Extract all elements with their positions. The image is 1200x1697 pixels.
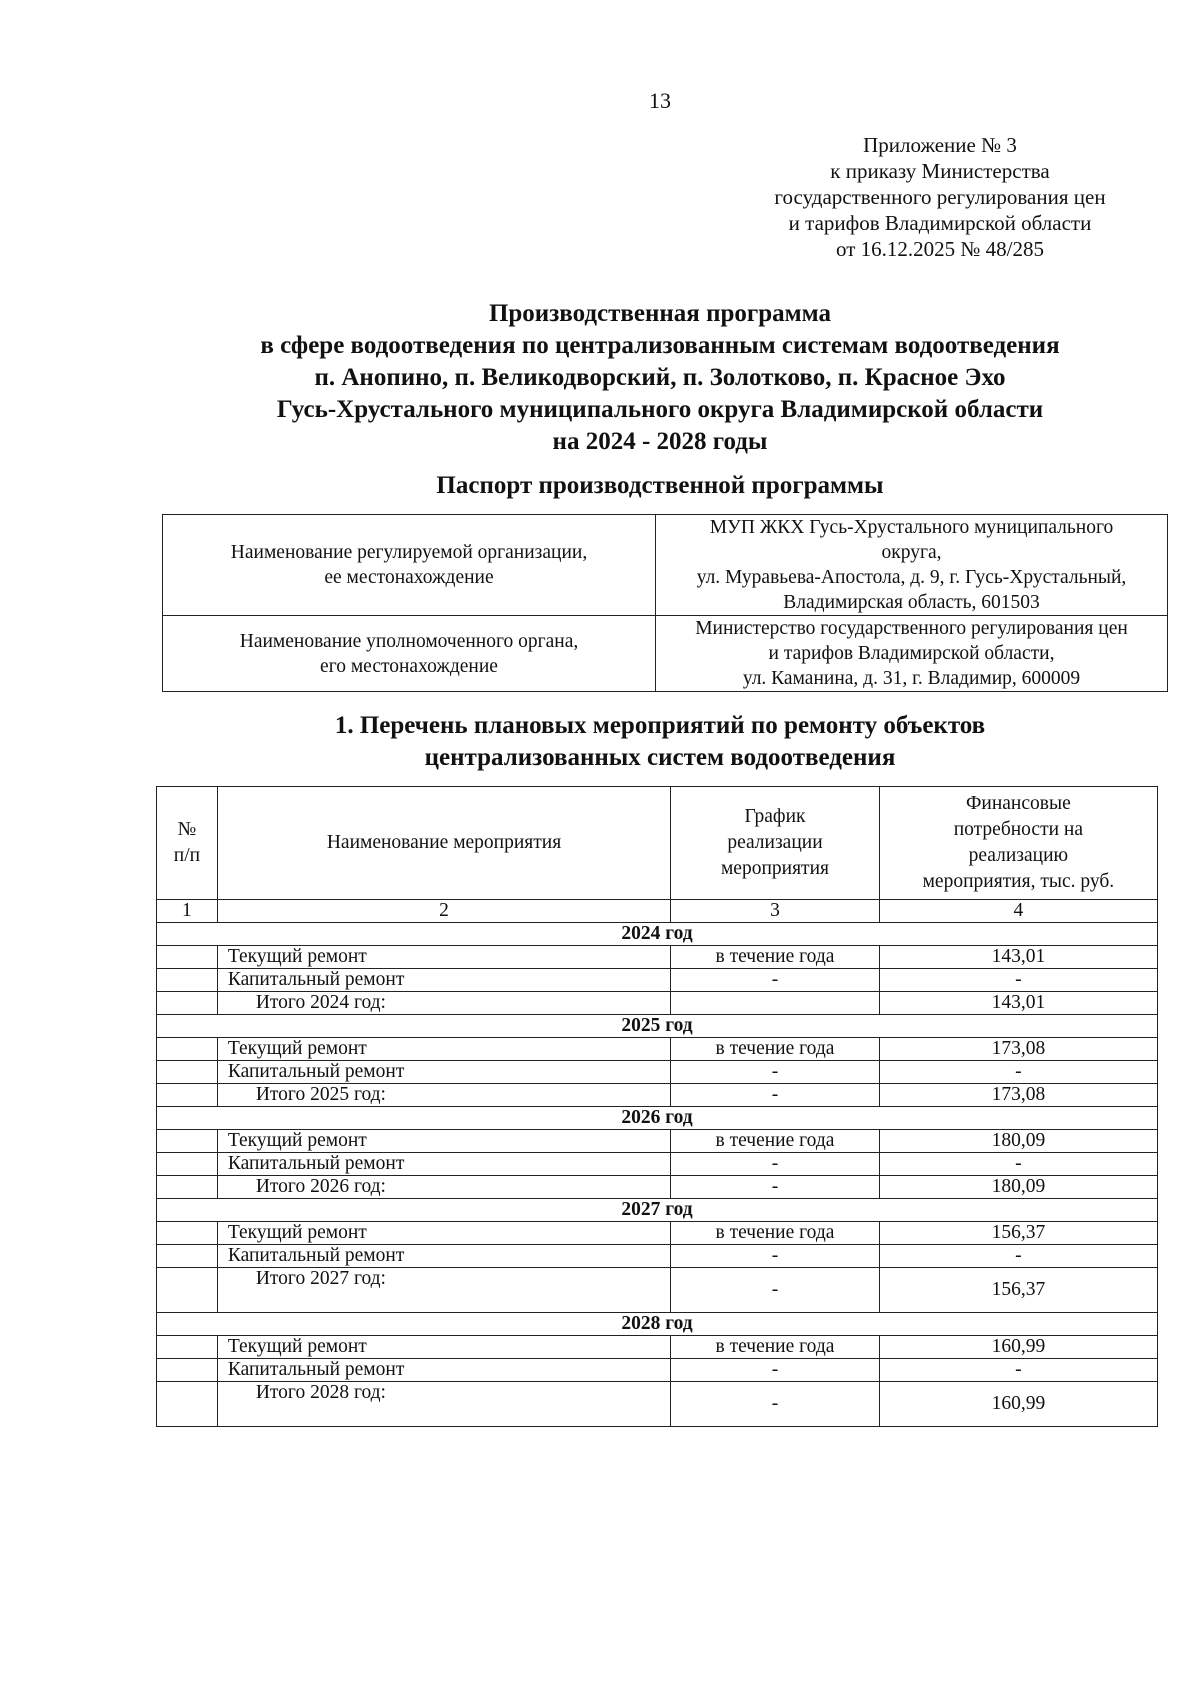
table-row [157, 1130, 1158, 1153]
table-row [157, 1359, 1158, 1382]
table-row [157, 1222, 1158, 1245]
cell-name: Капитальный ремонт [217, 1061, 670, 1084]
appendix-block [740, 132, 1140, 262]
column-number: 2 [217, 900, 670, 923]
cell-value: 180,09 [879, 1130, 1157, 1153]
table-row [157, 969, 1158, 992]
total-row [157, 1084, 1158, 1107]
title-line: на 2024 - 2028 годы [552, 428, 768, 455]
cell-number [157, 1382, 218, 1427]
cell-number [157, 969, 218, 992]
cell-schedule: - [671, 1084, 880, 1107]
passport-label: Наименование регулируемой организации, [230, 542, 588, 563]
passport-label: Наименование уполномоченного органа, [239, 630, 579, 652]
title-line: п. Анопино, п. Великодворский, п. Золотково, п. Красное Эхо [314, 364, 1006, 391]
cell-value: 180,09 [879, 1176, 1157, 1199]
passport-row-organization [163, 515, 1168, 616]
title-line: Производственная программа [488, 300, 832, 327]
header-text: Финансовые [966, 793, 1071, 814]
cell-schedule: в течение года [671, 1222, 880, 1245]
cell-number [157, 1084, 218, 1107]
cell-number [157, 1038, 218, 1061]
cell-number [157, 1359, 218, 1382]
table-row [157, 1038, 1158, 1061]
header-text: мероприятия [720, 858, 829, 879]
cell-schedule: - [671, 1382, 880, 1427]
total-row [157, 1268, 1158, 1313]
year-label: 2026 год [157, 1107, 1158, 1130]
cell-schedule: в течение года [671, 1130, 880, 1153]
cell-schedule: в течение года [671, 1336, 880, 1359]
cell-schedule: - [671, 1268, 880, 1313]
cell-name: Итого 2026 год: [217, 1176, 670, 1199]
header-text: График [744, 806, 806, 827]
cell-value: 173,08 [879, 1084, 1157, 1107]
passport-label-cell [163, 515, 656, 616]
total-row [157, 1176, 1158, 1199]
title-line: Гусь-Хрустального муниципального округа Владимирской области [276, 396, 1044, 423]
table-row [157, 1245, 1158, 1268]
cell-value: - [879, 969, 1157, 992]
table-header-row [157, 787, 1158, 900]
passport-title: Паспорт производственной программы [436, 472, 884, 499]
cell-schedule [671, 992, 880, 1015]
passport-value: и тарифов Владимирской области, [768, 643, 1055, 664]
header-text: реализацию [968, 845, 1069, 866]
cell-number [157, 992, 218, 1015]
cell-name: Текущий ремонт [217, 1038, 670, 1061]
appendix-line: от 16.12.2025 № 48/285 [835, 237, 1045, 261]
column-numbers-row [157, 900, 1158, 923]
passport-label-cell [163, 616, 656, 692]
table-row [157, 1061, 1158, 1084]
passport-table [162, 514, 1168, 692]
document-title [100, 298, 1200, 458]
cell-schedule: - [671, 1245, 880, 1268]
cell-number [157, 1130, 218, 1153]
cell-number [157, 1176, 218, 1199]
passport-value-cell [656, 515, 1168, 616]
passport-value: ул. Каманина, д. 31, г. Владимир, 600009 [742, 668, 1081, 689]
year-label: 2024 год [157, 923, 1158, 946]
cell-schedule: - [671, 1153, 880, 1176]
passport-value-cell [656, 616, 1168, 692]
table-row [157, 1153, 1158, 1176]
page-number: 13 [649, 88, 671, 113]
year-row [157, 1313, 1158, 1336]
cell-name: Итого 2027 год: [217, 1268, 670, 1313]
total-row [157, 1382, 1158, 1427]
cell-value: 143,01 [879, 992, 1157, 1015]
passport-value: Министерство государственного регулирования цен [695, 618, 1128, 639]
cell-value: - [879, 1245, 1157, 1268]
cell-value: - [879, 1359, 1157, 1382]
cell-number [157, 1153, 218, 1176]
header-number [157, 787, 218, 900]
cell-schedule: в течение года [671, 946, 880, 969]
cell-value: 160,99 [879, 1382, 1157, 1427]
total-row [157, 992, 1158, 1015]
cell-schedule: - [671, 1359, 880, 1382]
header-finance [879, 787, 1157, 900]
header-schedule [671, 787, 880, 900]
year-label: 2027 год [157, 1199, 1158, 1222]
cell-number [157, 1061, 218, 1084]
cell-number [157, 1222, 218, 1245]
cell-name: Капитальный ремонт [217, 1245, 670, 1268]
passport-row-authority [163, 616, 1168, 692]
cell-value: 160,99 [879, 1336, 1157, 1359]
cell-value: - [879, 1061, 1157, 1084]
cell-name: Текущий ремонт [217, 1336, 670, 1359]
year-row [157, 1199, 1158, 1222]
cell-number [157, 1336, 218, 1359]
cell-value: 156,37 [879, 1268, 1157, 1313]
cell-name: Текущий ремонт [217, 946, 670, 969]
passport-label: его местонахождение [320, 655, 498, 677]
table-row [157, 946, 1158, 969]
header-name: Наименование мероприятия [217, 787, 670, 900]
title-line: в сфере водоотведения по централизованным системам водоотведения [260, 332, 1060, 359]
cell-number [157, 946, 218, 969]
column-number: 1 [157, 900, 218, 923]
header-text: № [177, 819, 197, 840]
cell-schedule: в течение года [671, 1038, 880, 1061]
section-title [100, 710, 1200, 774]
column-number: 4 [879, 900, 1157, 923]
header-text: п/п [173, 845, 201, 866]
cell-name: Текущий ремонт [217, 1130, 670, 1153]
year-row [157, 923, 1158, 946]
plan-table [156, 786, 1158, 1427]
section-title-line: 1. Перечень плановых мероприятий по ремонту объектов [334, 712, 986, 739]
cell-name: Капитальный ремонт [217, 969, 670, 992]
section-title-line: централизованных систем водоотведения [424, 744, 896, 771]
cell-value: 156,37 [879, 1222, 1157, 1245]
year-label: 2025 год [157, 1015, 1158, 1038]
passport-value: МУП ЖКХ Гусь-Хрустального муниципального [709, 517, 1114, 538]
column-number: 3 [671, 900, 880, 923]
cell-name: Итого 2025 год: [217, 1084, 670, 1107]
passport-value: округа, [881, 542, 942, 563]
year-row [157, 1107, 1158, 1130]
cell-number [157, 1245, 218, 1268]
cell-schedule: - [671, 1061, 880, 1084]
table-row [157, 1336, 1158, 1359]
cell-name: Текущий ремонт [217, 1222, 670, 1245]
passport-value: Владимирская область, 601503 [783, 592, 1040, 613]
cell-value: 173,08 [879, 1038, 1157, 1061]
cell-value: 143,01 [879, 946, 1157, 969]
appendix-line: государственного регулирования цен [774, 185, 1106, 209]
passport-value: ул. Муравьева-Апостола, д. 9, г. Гусь-Хрустальный, [696, 567, 1127, 588]
cell-name: Капитальный ремонт [217, 1153, 670, 1176]
cell-name: Капитальный ремонт [217, 1359, 670, 1382]
year-label: 2028 год [157, 1313, 1158, 1336]
cell-name: Итого 2028 год: [217, 1382, 670, 1427]
cell-number [157, 1268, 218, 1313]
appendix-line: и тарифов Владимирской области [788, 211, 1092, 235]
appendix-line: Приложение № 3 [863, 133, 1017, 157]
cell-value: - [879, 1153, 1157, 1176]
year-row [157, 1015, 1158, 1038]
cell-schedule: - [671, 1176, 880, 1199]
cell-schedule: - [671, 969, 880, 992]
header-text: потребности на [953, 819, 1083, 840]
cell-name: Итого 2024 год: [217, 992, 670, 1015]
appendix-line: к приказу Министерства [830, 159, 1050, 183]
passport-label: ее местонахождение [324, 567, 494, 588]
header-text: мероприятия, тыс. руб. [922, 871, 1115, 892]
header-text: реализации [727, 832, 823, 853]
